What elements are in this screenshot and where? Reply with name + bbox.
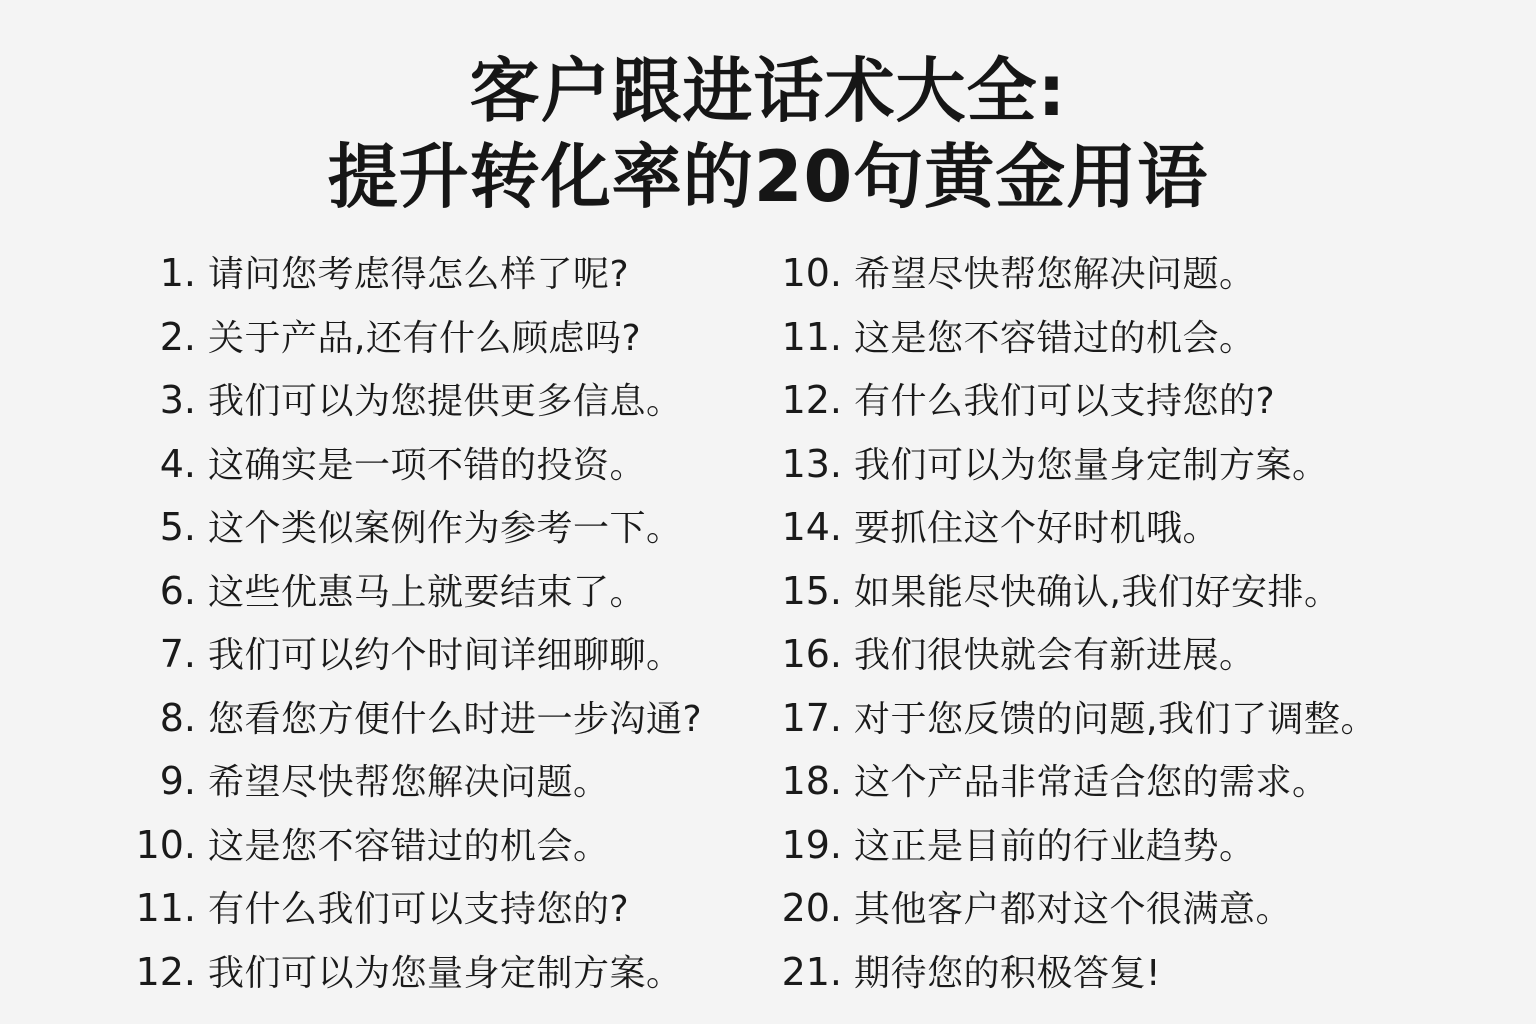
item-number: 20. xyxy=(781,886,842,930)
title-line-2: 提升转化率的20句黄金用语 xyxy=(327,136,1209,218)
item-number: 3. xyxy=(159,378,196,422)
item-text: 这是您不容错过的机会。 xyxy=(854,317,1256,359)
item-text: 关于产品,还有什么顾虑吗? xyxy=(208,317,642,359)
item-text: 期待您的积极答复! xyxy=(854,952,1161,994)
list-item xyxy=(120,497,770,561)
phrase-list-left xyxy=(120,243,770,1005)
list-item xyxy=(770,942,1490,1006)
item-text: 您看您方便什么时进一步沟通? xyxy=(208,698,703,740)
item-text: 如果能尽快确认,我们好安排。 xyxy=(854,571,1341,613)
list-item xyxy=(770,688,1490,752)
item-number: 7. xyxy=(159,632,196,676)
item-text: 这个类似案例作为参考一下。 xyxy=(208,508,683,549)
item-text: 请问您考虑得怎么样了呢? xyxy=(208,254,630,295)
item-number: 11. xyxy=(135,886,196,930)
item-number: 2. xyxy=(159,314,196,359)
item-number: 21. xyxy=(781,949,842,994)
list-item xyxy=(120,815,770,879)
page-title xyxy=(0,48,1536,220)
list-item xyxy=(120,942,770,1006)
item-text: 其他客户都对这个很满意。 xyxy=(854,889,1293,930)
item-number: 19. xyxy=(781,822,842,867)
item-text: 我们可以为您量身定制方案。 xyxy=(854,444,1329,486)
item-number: 10. xyxy=(135,822,196,867)
list-item xyxy=(770,751,1490,815)
item-number: 5. xyxy=(159,505,196,549)
item-text: 我们可以约个时间详细聊聊。 xyxy=(208,635,683,676)
item-text: 希望尽快帮您解决问题。 xyxy=(208,762,610,803)
item-number: 14. xyxy=(781,505,842,549)
item-text: 这些优惠马上就要结束了。 xyxy=(208,571,647,613)
item-text: 这是您不容错过的机会。 xyxy=(208,825,610,867)
list-item xyxy=(120,307,770,371)
list-item xyxy=(120,243,770,307)
item-number: 11. xyxy=(781,314,842,359)
item-text: 希望尽快帮您解决问题。 xyxy=(854,254,1256,295)
item-number: 1. xyxy=(159,251,196,295)
item-number: 4. xyxy=(159,441,196,486)
item-number: 9. xyxy=(159,759,196,803)
item-number: 8. xyxy=(159,695,196,740)
list-item xyxy=(770,815,1490,879)
item-number: 12. xyxy=(135,949,196,994)
list-item xyxy=(770,497,1490,561)
item-text: 这正是目前的行业趋势。 xyxy=(854,825,1256,867)
item-text: 这确实是一项不错的投资。 xyxy=(208,444,647,486)
item-number: 10. xyxy=(781,251,842,295)
list-item xyxy=(120,434,770,498)
item-number: 13. xyxy=(781,441,842,486)
list-item xyxy=(120,370,770,434)
item-text: 有什么我们可以支持您的? xyxy=(208,889,630,930)
list-item xyxy=(120,751,770,815)
list-item xyxy=(770,370,1490,434)
list-item xyxy=(770,624,1490,688)
item-number: 16. xyxy=(781,632,842,676)
item-text: 对于您反馈的问题,我们了调整。 xyxy=(854,698,1377,740)
item-number: 18. xyxy=(781,759,842,803)
list-item xyxy=(120,878,770,942)
list-item xyxy=(120,561,770,625)
list-item xyxy=(770,434,1490,498)
title-line-1: 客户跟进话术大全: xyxy=(469,50,1067,132)
item-number: 17. xyxy=(781,695,842,740)
list-item xyxy=(120,688,770,752)
item-number: 6. xyxy=(159,568,196,613)
item-text: 要抓住这个好时机哦。 xyxy=(854,508,1220,549)
list-item xyxy=(770,243,1490,307)
item-number: 12. xyxy=(781,378,842,422)
list-item xyxy=(770,307,1490,371)
list-item xyxy=(770,561,1490,625)
list-item xyxy=(770,878,1490,942)
item-number: 15. xyxy=(781,568,842,613)
item-text: 我们可以为您提供更多信息。 xyxy=(208,381,683,422)
item-text: 有什么我们可以支持您的? xyxy=(854,381,1276,422)
phrase-list-right xyxy=(770,243,1490,1005)
item-text: 我们很快就会有新进展。 xyxy=(854,635,1256,676)
item-text: 我们可以为您量身定制方案。 xyxy=(208,952,683,994)
list-item xyxy=(120,624,770,688)
item-text: 这个产品非常适合您的需求。 xyxy=(854,762,1329,803)
